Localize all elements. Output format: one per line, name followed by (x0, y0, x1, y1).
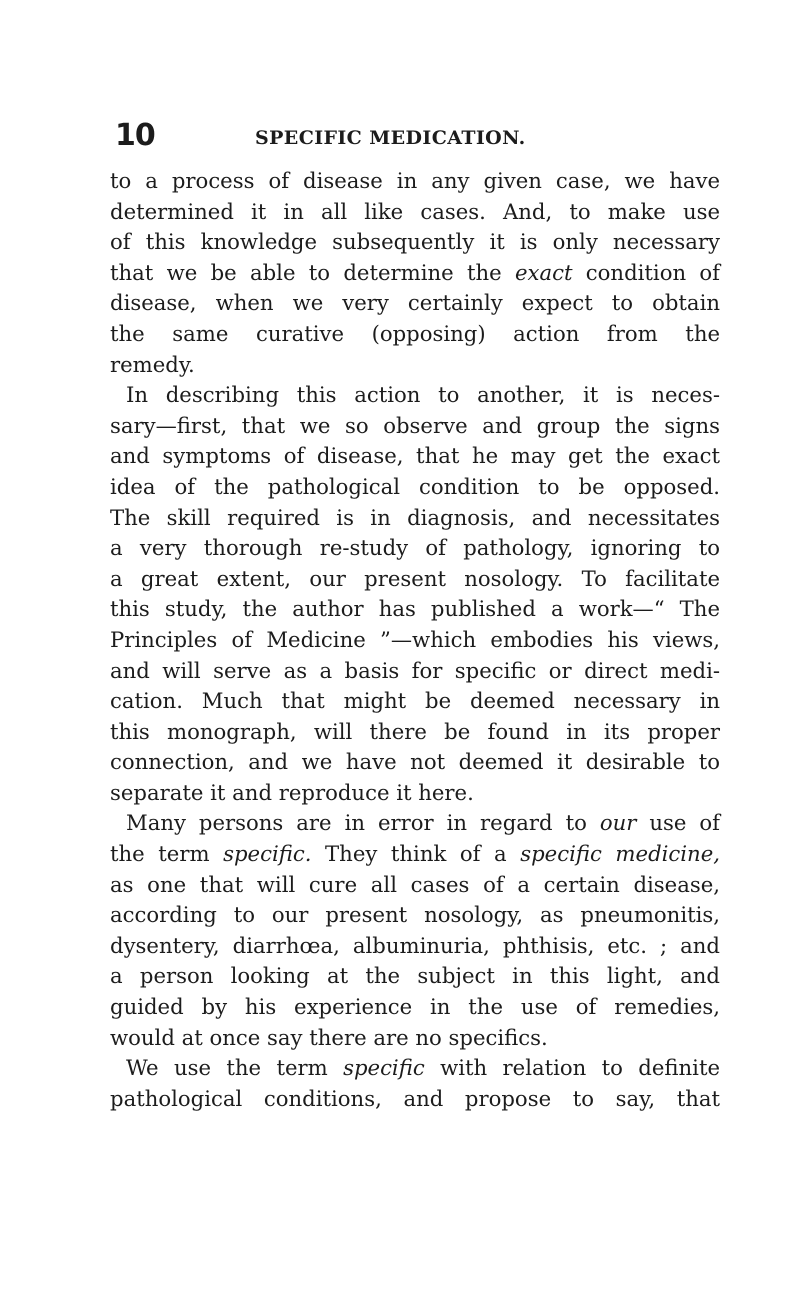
text-line: a great extent, our present nosology. To facilitate (110, 565, 720, 591)
text-line: to a process of disease in any given case, we have (110, 168, 720, 193)
text-line: We use the term specific with relation to definite (126, 1055, 720, 1081)
page-number: 10 (115, 118, 155, 153)
text-line: remedy. (110, 351, 195, 377)
text-line: the same curative (opposing) action from the (110, 320, 720, 346)
emphasis: specific medicine, (520, 841, 720, 867)
text-line: Many persons are in error in regard to our use of (126, 810, 720, 836)
text-line: of this knowledge subsequently it is only necessary (110, 229, 720, 255)
emphasis: exact (514, 259, 573, 285)
text-line: cation. Much that might be deemed necessary in (110, 688, 720, 714)
running-header (115, 118, 705, 154)
text-line: The skill required is in diagnosis, and necessitates (110, 504, 720, 530)
text-line: Principles of Medicine ”—which embodies his views, (110, 626, 720, 652)
text-line: connection, and we have not deemed it desirable to (110, 749, 720, 775)
running-title: SPECIFIC MEDICATION. (255, 127, 526, 149)
text-line: according to our present nosology, as pneumonitis, (110, 902, 720, 928)
text-line: and will serve as a basis for specific or direct medi- (110, 657, 720, 683)
text-line: this monograph, will there be found in its proper (110, 718, 720, 744)
text-line: as one that will cure all cases of a certain disease, (110, 871, 720, 897)
text-line: the term specific. They think of a specific medicine, (110, 841, 720, 867)
emphasis: specific. (223, 841, 312, 867)
text-line: a person looking at the subject in this light, and (110, 963, 720, 989)
text-line: dysentery, diarrhœa, albuminuria, phthisis, etc. ; and (110, 932, 720, 958)
text-line: disease, when we very certainly expect to obtain (110, 290, 720, 316)
emphasis: our (599, 810, 637, 836)
text-line: In describing this action to another, it is neces- (126, 382, 720, 408)
text-line: determined it in all like cases. And, to make use (110, 198, 720, 224)
text-line: idea of the pathological condition to be opposed. (110, 473, 720, 499)
text-line: guided by his experience in the use of remedies, (110, 994, 720, 1020)
text-line: would at once say there are no specifics. (110, 1024, 548, 1050)
text-line: and symptoms of disease, that he may get the exact (110, 443, 720, 469)
emphasis: specific (343, 1055, 425, 1081)
text-line: a very thorough re-study of pathology, ignoring to (110, 535, 720, 561)
text-line: that we be able to determine the exact condition of (110, 259, 720, 285)
text-line: pathological conditions, and propose to say, that (110, 1085, 720, 1111)
body-text (110, 166, 720, 1114)
text-line: this study, the author has published a work—“ The (110, 596, 720, 622)
text-line: sary—first, that we so observe and group the signs (110, 412, 720, 438)
text-line: separate it and reproduce it here. (110, 779, 474, 805)
